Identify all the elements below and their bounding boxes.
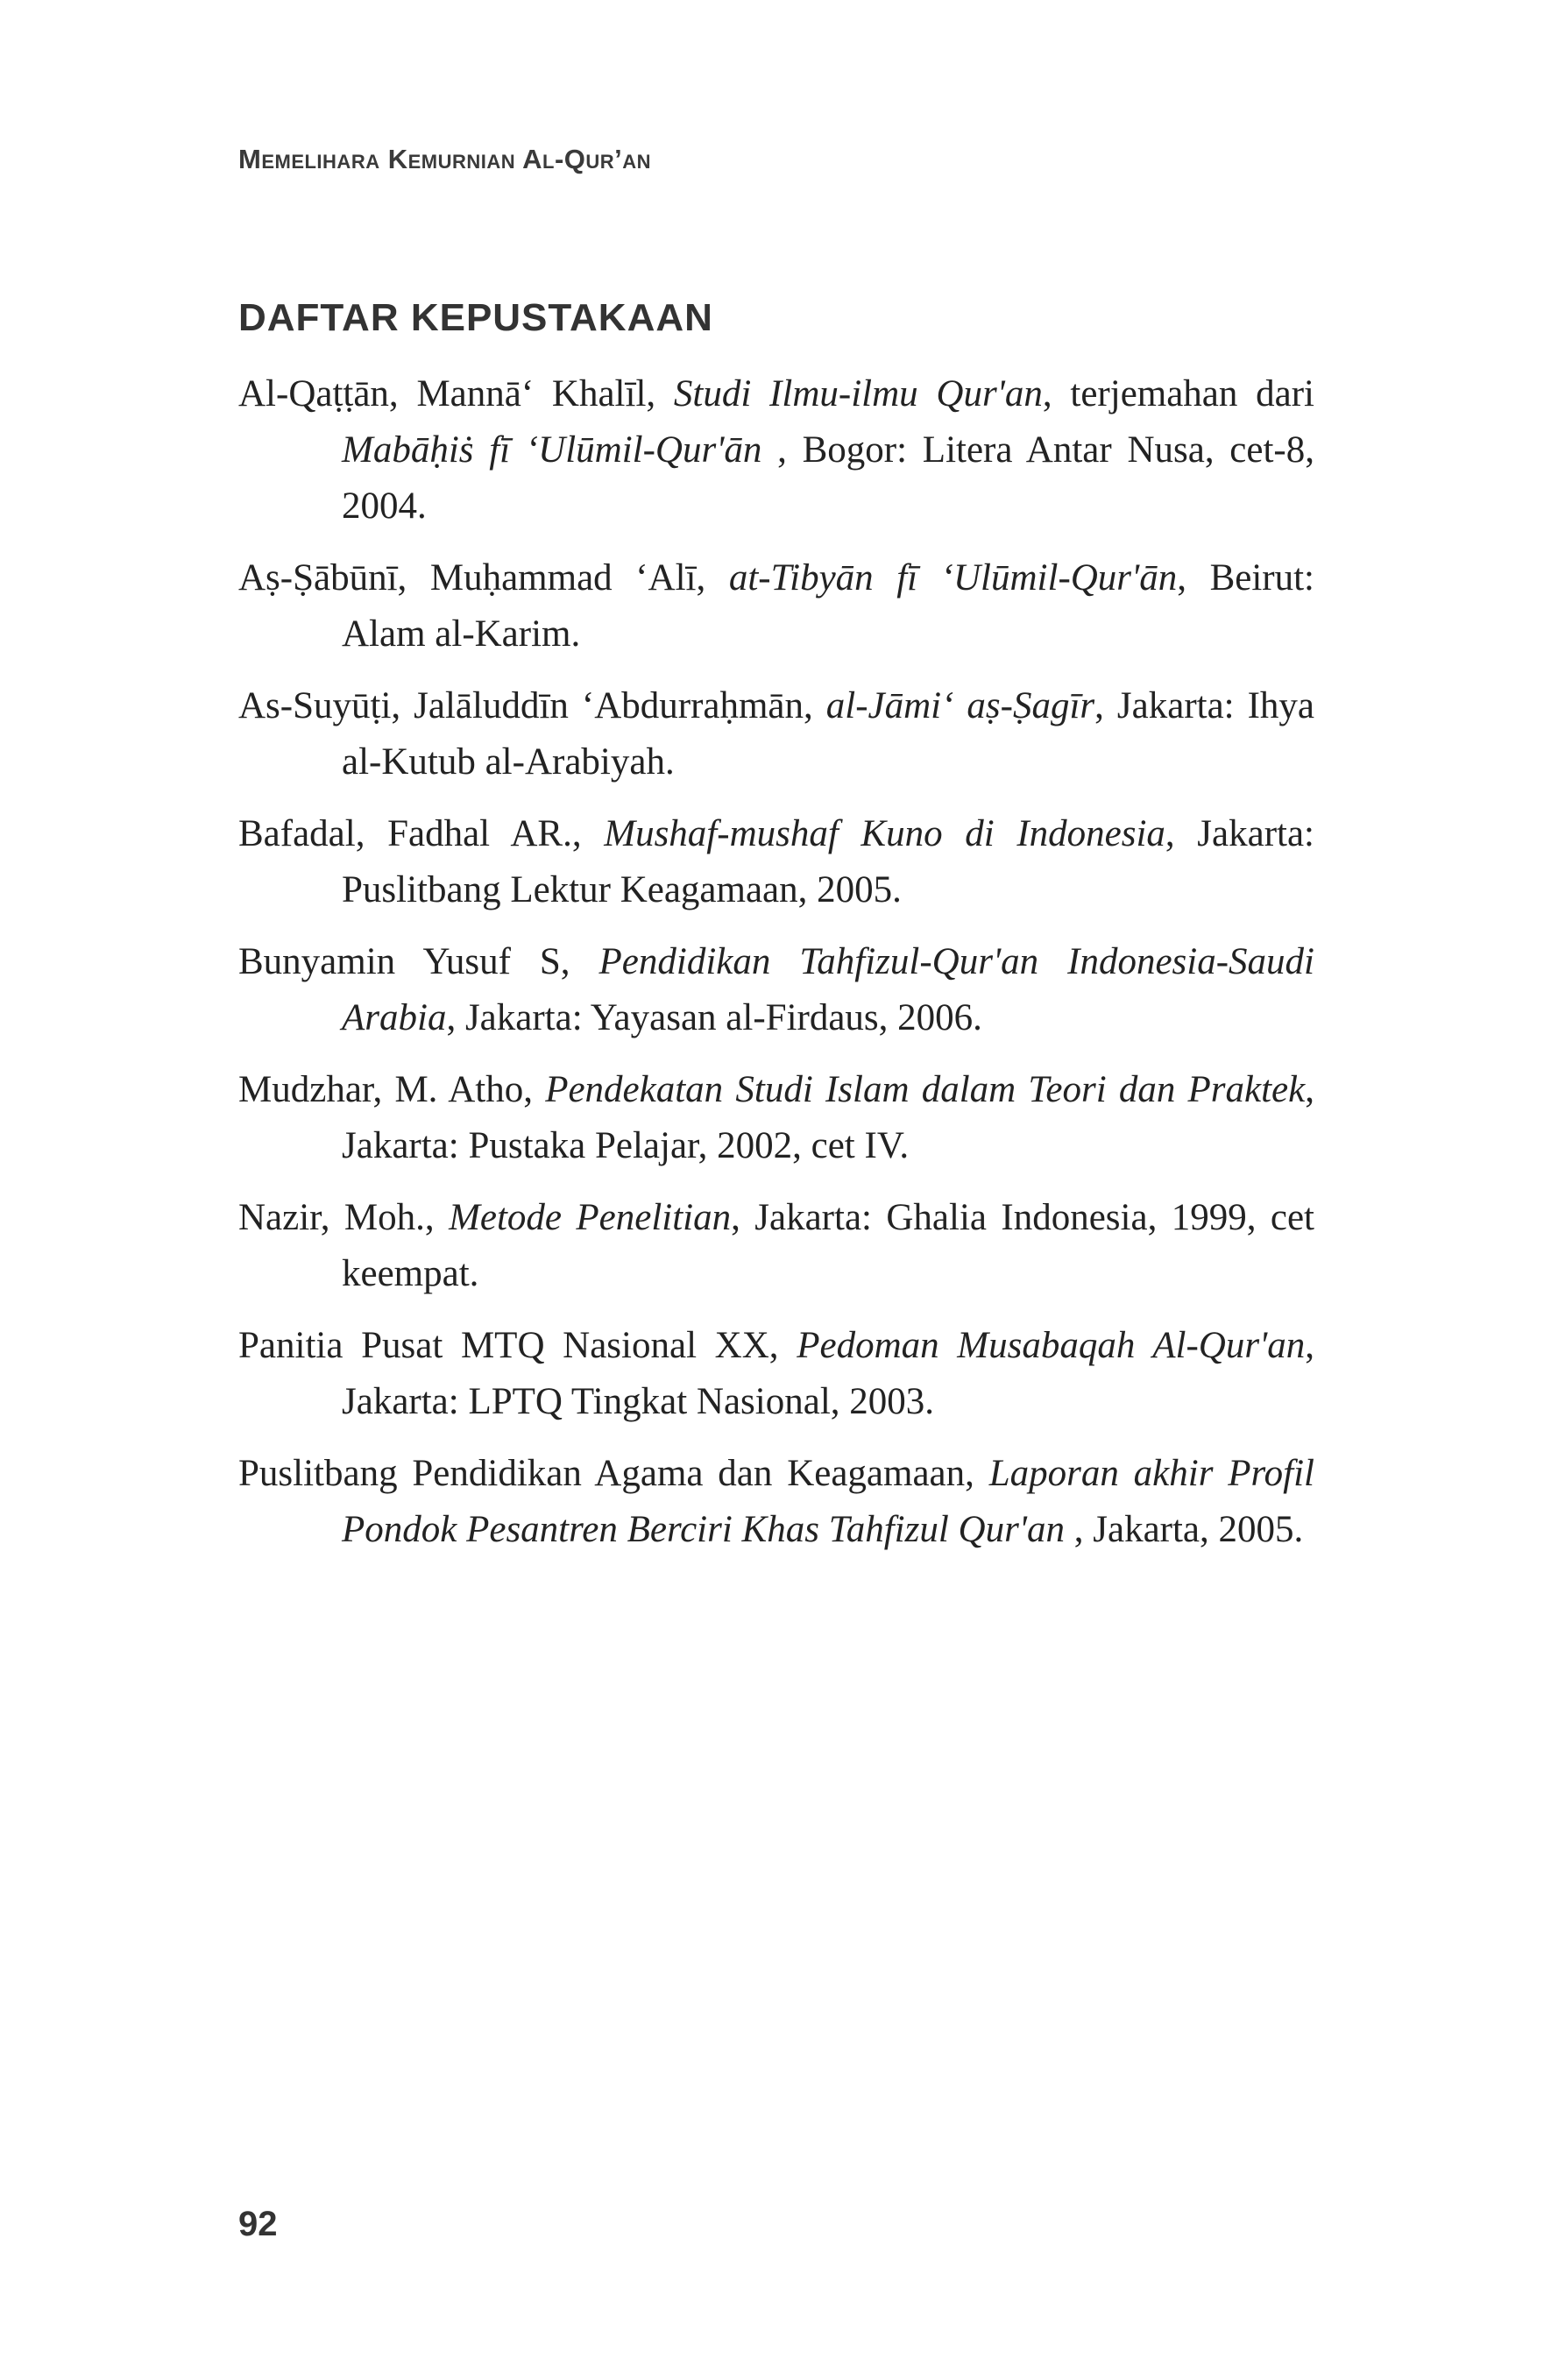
entry-publication: , Jakarta: Yayasan al-Firdaus, 2006. [446, 997, 982, 1038]
entry-title: Pendidikan Tahfizul-Qur'an Indonesia-Saudi Arabia [342, 941, 1314, 1038]
bibliography-entry [238, 934, 1314, 1046]
entry-title: Laporan akhir Profil Pondok Pesantren Berciri Khas Tahfizul Qur'an [342, 1453, 1314, 1550]
entry-title: Pendekatan Studi Islam dalam Teori dan Praktek [545, 1069, 1306, 1110]
entry-author: As-Suyūṭi, Jalāluddīn ‘Abdurraḥmān, [238, 685, 826, 726]
bibliography-entry [238, 366, 1314, 535]
entry-title: Mushaf-mushaf Kuno di Indonesia [604, 813, 1165, 854]
entry-publication: , Jakarta, 2005. [1065, 1509, 1304, 1550]
entry-author: Mudzhar, M. Atho, [238, 1069, 546, 1110]
entry-details: , terjemahan dari [1042, 373, 1315, 414]
entry-author: Bafadal, Fadhal AR., [238, 813, 605, 854]
entry-title: Metode Penelitian [449, 1197, 732, 1238]
entry-publication: , Jakarta: Ihya al-Kutub al-Arabiyah. [342, 685, 1315, 783]
bibliography-entry [238, 806, 1314, 918]
entry-publication: , Jakarta: LPTQ Tingkat Nasional, 2003. [342, 1325, 1315, 1422]
entry-publication: , Jakarta: Pustaka Pelajar, 2002, cet IV. [342, 1069, 1314, 1166]
entry-author: Panitia Pusat MTQ Nasional XX, [238, 1325, 797, 1366]
entry-publication: , Bogor: Litera Antar Nusa, cet-8, 2004. [342, 429, 1314, 527]
bibliography-list [238, 366, 1314, 1574]
bibliography-entry [238, 1062, 1314, 1174]
bibliography-entry [238, 1446, 1314, 1558]
entry-author: Al-Qaṭṭān, Mannā‘ Khalīl, [238, 373, 674, 414]
entry-author: Aṣ-Ṣābūnī, Muḥammad ‘Alī, [238, 557, 729, 599]
bibliography-entry [238, 1318, 1314, 1430]
entry-author: Puslitbang Pendidikan Agama dan Keagamaan, [238, 1453, 989, 1494]
entry-author: Nazir, Moh., [238, 1197, 450, 1238]
bibliography-entry [238, 678, 1314, 790]
entry-title: Studi Ilmu-ilmu Qur'an [673, 373, 1043, 414]
running-head: Memelihara Kemurnian Al-Qur’an [238, 144, 652, 174]
bibliography-entry [238, 550, 1314, 662]
bibliography-entry [238, 1190, 1314, 1302]
page-number: 92 [238, 2205, 278, 2243]
section-heading: DAFTAR KEPUSTAKAAN [238, 296, 713, 339]
entry-title: Pedoman Musabaqah Al-Qur'an [797, 1325, 1306, 1366]
entry-author: Bunyamin Yusuf S, [238, 941, 599, 982]
entry-title: al-Jāmi‘ aṣ-Ṣagīr [825, 685, 1095, 726]
entry-publication: , Jakarta: Puslitbang Lektur Keagamaan, 2005. [342, 813, 1314, 910]
entry-publication: , Beirut: Alam al-Karim. [342, 557, 1314, 655]
entry-title: at-Tibyān fī ‘Ulūmil-Qur'ān [728, 557, 1178, 599]
entry-publication: , Jakarta: Ghalia Indonesia, 1999, cet keempat. [342, 1197, 1314, 1294]
entry-original-title: Mabāḥiṡ fī ‘Ulūmil-Qur'ān [342, 429, 762, 471]
